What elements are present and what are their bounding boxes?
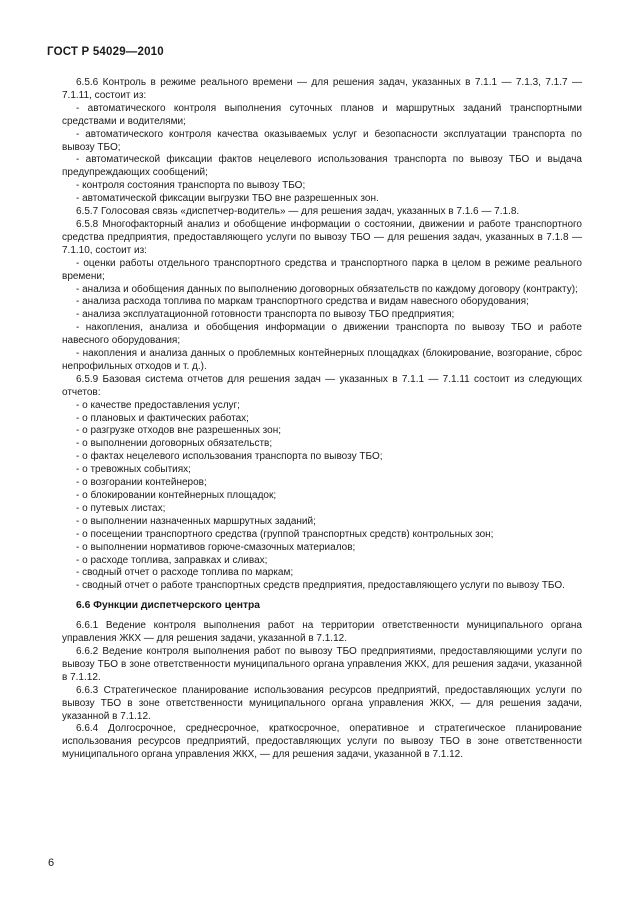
list-item: - сводный отчет о расходе топлива по маркам; — [76, 567, 294, 579]
paragraph-6-5-6: 6.5.6 Контроль в режиме реального времени — для решения задач, указанных в 7.1.1 — 7.1.3, 7.1.7 — 7.1.11, состоит из: — [62, 77, 582, 101]
list-item: - о выполнении договорных обязательств; — [76, 438, 273, 450]
list-item: - сводный отчет о работе транспортных средств предприятия, предоставляющего услуги по вывозу ТБО. — [76, 580, 565, 592]
paragraph-6-5-9: 6.5.9 Базовая система отчетов для решения задач — указанных в 7.1.1 — 7.1.11 состоит из следующих отчетов: — [62, 373, 582, 398]
list-item: - контроля состояния транспорта по вывозу ТБО; — [76, 180, 306, 192]
list-item: - о посещении транспортного средства (группой транспортных средств) контрольных зон; — [76, 528, 494, 540]
list-item: - автоматической фиксации фактов нецелевого использования транспорта по вывозу ТБО и выдача предупреждающих сообщений; — [62, 154, 582, 179]
paragraph-6-6-4: 6.6.4 Долгосрочное, среднесрочное, краткосрочное, оперативное и стратегическое планирование использования ресурсов предприятий, предоставляющих услуги по вывозу ТБО в зоне ответственности муниципального органа управления ЖКХ, — для решения задачи, указанной в 7.1.12. — [62, 723, 582, 761]
section-title: 6.6 Функции диспетчерского центра — [76, 600, 261, 612]
document-body — [62, 77, 582, 762]
list-item: - о плановых и фактических работах; — [76, 412, 249, 424]
list-item: - о фактах нецелевого использования транспорта по вывозу ТБО; — [76, 451, 383, 463]
list-item: - о качестве предоставления услуг; — [76, 399, 240, 411]
list-item: - о выполнении нормативов горюче-смазочных материалов; — [76, 541, 356, 553]
paragraph-6-5-7: 6.5.7 Голосовая связь «диспетчер-водитель» — для решения задач, указанных в 7.1.6 — 7.1.8. — [76, 206, 520, 218]
list-item: - о блокировании контейнерных площадок; — [76, 490, 277, 501]
list-item: - о тревожных событиях; — [76, 464, 191, 476]
list-item: - о путевых листах; — [76, 502, 166, 514]
list-item: - о разгрузке отходов вне разрешенных зон; — [76, 425, 282, 437]
list-item: - о возгорании контейнеров; — [76, 477, 207, 489]
page-number: 6 — [48, 857, 55, 869]
list-item: - накопления и анализа данных о проблемных контейнерных площадках (блокирование, возгорание, сброс непрофильных отходов и т. д.). — [62, 348, 582, 372]
list-item: - автоматического контроля качества оказываемых услуг и безопасности эксплуатации транспорта по вывозу ТБО; — [62, 128, 582, 153]
paragraph-6-6-3: 6.6.3 Стратегическое планирование использования ресурсов предприятий, предоставляющих услуги по вывозу ТБО в зоне ответственности муниципального органа управления ЖКХ, — для решения задачи, указанной в 7.1.12. — [62, 684, 582, 722]
paragraph-6-5-8: 6.5.8 Многофакторный анализ и обобщение информации о состоянии, движении и работе транспортного средства предприятия, предоставляющего услуги по вывозу ТБО — для решения задач, указанных в 7.1.8 — 7.1.10, состоит из: — [62, 218, 582, 256]
paragraph-6-6-1: 6.6.1 Ведение контроля выполнения работ на территории ответственности муниципального органа управления ЖКХ — для решения задачи, указанной в 7.1.12. — [62, 620, 582, 645]
list-item: - накопления, анализа и обобщения информации о движении транспорта по вывозу ТБО и работе навесного оборудования; — [62, 322, 582, 347]
paragraph-6-6-2: 6.6.2 Ведение контроля выполнения работ по вывозу ТБО предприятиями, предоставляющими услуги по вывозу ТБО в зоне ответственности муниципального органа управления ЖКХ, для решения задачи, указанной в 7.1.12. — [62, 645, 582, 683]
list-item: - анализа эксплуатационной готовности транспорта по вывозу ТБО предприятия; — [76, 309, 455, 321]
list-item: - автоматического контроля выполнения суточных планов и маршрутных заданий транспортными средствами и водителями; — [62, 102, 582, 127]
list-item: - о расходе топлива, заправках и сливах; — [76, 554, 268, 566]
list-item: - автоматической фиксации выгрузки ТБО вне разрешенных зон. — [76, 193, 379, 205]
list-item: - о выполнении назначенных маршрутных заданий; — [76, 515, 316, 527]
list-item: - анализа и обобщения данных по выполнению договорных обязательств по каждому договору (контракту); — [76, 283, 578, 295]
standard-header: ГОСТ Р 54029—2010 — [47, 46, 164, 58]
list-item: - оценки работы отдельного транспортного средства и транспортного парка в целом в режиме реального времени; — [62, 257, 582, 282]
list-item: - анализа расхода топлива по маркам транспортного средства и видам навесного оборудования; — [76, 296, 529, 308]
